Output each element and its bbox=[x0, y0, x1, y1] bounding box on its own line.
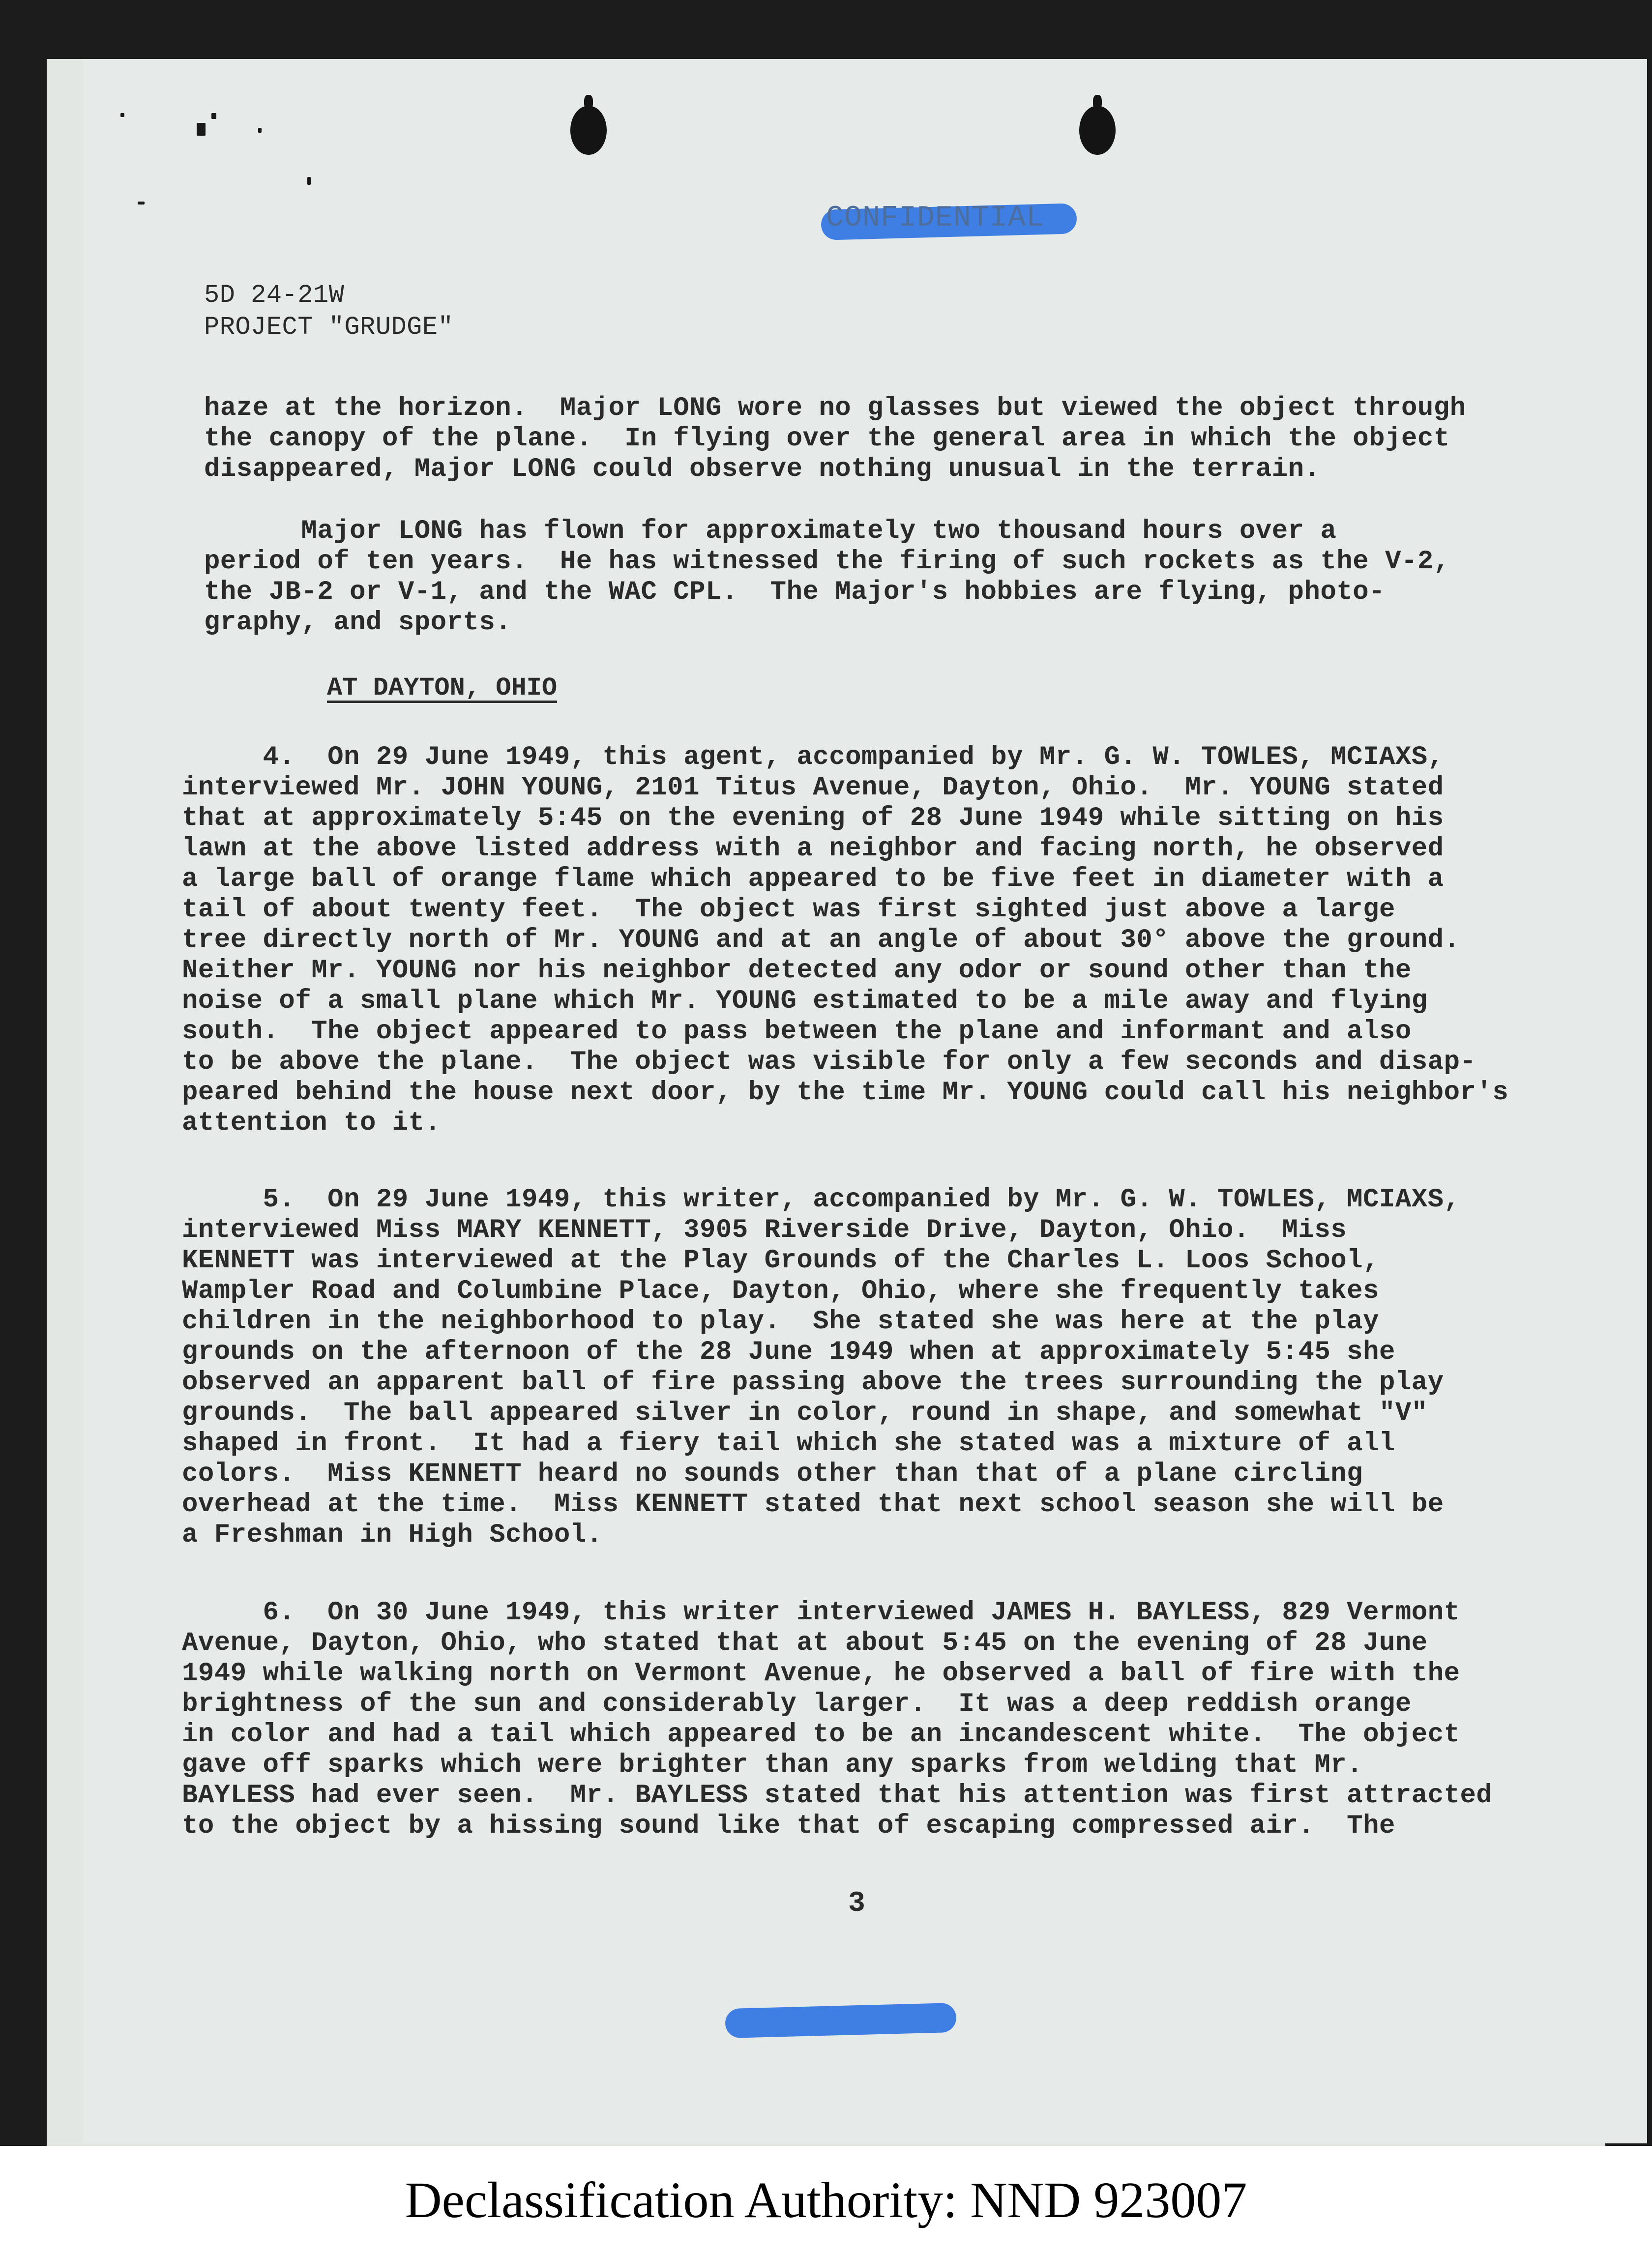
project-title: PROJECT "GRUDGE" bbox=[204, 313, 454, 342]
paragraph-line: Neither Mr. YOUNG nor his neighbor detected any odor or sound other than the bbox=[182, 956, 1412, 986]
paragraph-line: BAYLESS had ever seen. Mr. BAYLESS stated that his attention was first attracted bbox=[182, 1781, 1493, 1811]
paragraph-line: children in the neighborhood to play. She stated she was here at the play bbox=[182, 1307, 1379, 1337]
scan-speck bbox=[120, 113, 124, 117]
paragraph-line: the JB-2 or V-1, and the WAC CPL. The Major's hobbies are flying, photo- bbox=[204, 577, 1386, 607]
scan-speck bbox=[307, 177, 311, 185]
paper-sheet bbox=[84, 59, 1647, 2143]
paragraph-line: 4. On 29 June 1949, this agent, accompanied by Mr. G. W. TOWLES, MCIAXS, bbox=[182, 742, 1444, 772]
paragraph-line: 1949 while walking north on Vermont Avenue, he observed a ball of fire with the bbox=[182, 1659, 1460, 1689]
paragraph-line: interviewed Miss MARY KENNETT, 3905 Riverside Drive, Dayton, Ohio. Miss bbox=[182, 1215, 1347, 1245]
paragraph-line: shaped in front. It had a fiery tail which she stated was a mixture of all bbox=[182, 1429, 1395, 1459]
paragraph-line: lawn at the above listed address with a neighbor and facing north, he observed bbox=[182, 834, 1444, 864]
paragraph-line: peared behind the house next door, by the time Mr. YOUNG could call his neighbor's bbox=[182, 1078, 1509, 1108]
paragraph-line: haze at the horizon. Major LONG wore no glasses but viewed the object through bbox=[204, 393, 1466, 423]
paragraph-line: a Freshman in High School. bbox=[182, 1520, 603, 1550]
paragraph-line: grounds on the afternoon of the 28 June 1949 when at approximately 5:45 she bbox=[182, 1337, 1395, 1367]
paragraph-line: Avenue, Dayton, Ohio, who stated that at about 5:45 on the evening of 28 June bbox=[182, 1628, 1428, 1658]
paragraph-line: period of ten years. He has witnessed the firing of such rockets as the V-2, bbox=[204, 547, 1450, 577]
paragraph-line: disappeared, Major LONG could observe nothing unusual in the terrain. bbox=[204, 454, 1321, 484]
declassification-footer bbox=[0, 2146, 1652, 2254]
scan-speck bbox=[258, 128, 262, 133]
declassification-authority-text: Declassification Authority: NND 923007 bbox=[405, 2171, 1247, 2228]
paragraph-line: interviewed Mr. JOHN YOUNG, 2101 Titus Avenue, Dayton, Ohio. Mr. YOUNG stated bbox=[182, 773, 1444, 803]
file-number: 5D 24-21W bbox=[204, 281, 345, 310]
paragraph-line: grounds. The ball appeared silver in color, round in shape, and somewhat "V" bbox=[182, 1398, 1428, 1428]
paragraph-line: to be above the plane. The object was visible for only a few seconds and disap- bbox=[182, 1047, 1476, 1077]
page-number: 3 bbox=[848, 1888, 865, 1920]
paragraph-line: overhead at the time. Miss KENNETT stated that next school season she will be bbox=[182, 1490, 1444, 1520]
paragraph-line: tail of about twenty feet. The object was first sighted just above a large bbox=[182, 895, 1395, 925]
paragraph-line: brightness of the sun and considerably larger. It was a deep reddish orange bbox=[182, 1689, 1412, 1719]
paragraph-line: a large ball of orange flame which appeared to be five feet in diameter with a bbox=[182, 864, 1444, 894]
paragraph-line: noise of a small plane which Mr. YOUNG estimated to be a mile away and flying bbox=[182, 986, 1428, 1016]
paragraph-line: attention to it. bbox=[182, 1108, 441, 1138]
paragraph-line: the canopy of the plane. In flying over the general area in which the object bbox=[204, 424, 1450, 454]
punch-hole-left bbox=[570, 106, 607, 155]
paragraph-line: 5. On 29 June 1949, this writer, accompanied by Mr. G. W. TOWLES, MCIAXS, bbox=[182, 1185, 1460, 1215]
paragraph-line: 6. On 30 June 1949, this writer interviewed JAMES H. BAYLESS, 829 Vermont bbox=[182, 1598, 1460, 1628]
punch-hole-right bbox=[1079, 106, 1116, 155]
paragraph-line: in color and had a tail which appeared to be an incandescent white. The object bbox=[182, 1720, 1460, 1750]
paragraph-line: tree directly north of Mr. YOUNG and at an angle of about 30° above the ground. bbox=[182, 925, 1460, 955]
paragraph-line: to the object by a hissing sound like that of escaping compressed air. The bbox=[182, 1811, 1395, 1841]
scan-speck bbox=[211, 113, 216, 119]
paragraph-line: graphy, and sports. bbox=[204, 608, 512, 638]
paragraph-line: that at approximately 5:45 on the evening of 28 June 1949 while sitting on his bbox=[182, 803, 1444, 833]
scan-speck bbox=[138, 202, 145, 205]
paragraph-line: Major LONG has flown for approximately two thousand hours over a bbox=[204, 516, 1337, 546]
paragraph-line: observed an apparent ball of fire passing above the trees surrounding the play bbox=[182, 1368, 1444, 1398]
scan-speck bbox=[197, 123, 206, 136]
paragraph-line: colors. Miss KENNETT heard no sounds other than that of a plane circling bbox=[182, 1459, 1363, 1489]
section-heading: AT DAYTON, OHIO bbox=[327, 673, 558, 703]
paragraph-line: KENNETT was interviewed at the Play Grounds of the Charles L. Loos School, bbox=[182, 1246, 1379, 1276]
classification-stamp-top: CONFIDENTIAL bbox=[826, 202, 1045, 235]
paragraph-line: south. The object appeared to pass between the plane and informant and also bbox=[182, 1017, 1412, 1047]
redaction-bar-bottom bbox=[725, 2003, 956, 2038]
paragraph-line: Wampler Road and Columbine Place, Dayton, Ohio, where she frequently takes bbox=[182, 1276, 1379, 1306]
paragraph-line: gave off sparks which were brighter than any sparks from welding that Mr. bbox=[182, 1750, 1363, 1780]
scanned-page bbox=[47, 59, 1605, 2146]
